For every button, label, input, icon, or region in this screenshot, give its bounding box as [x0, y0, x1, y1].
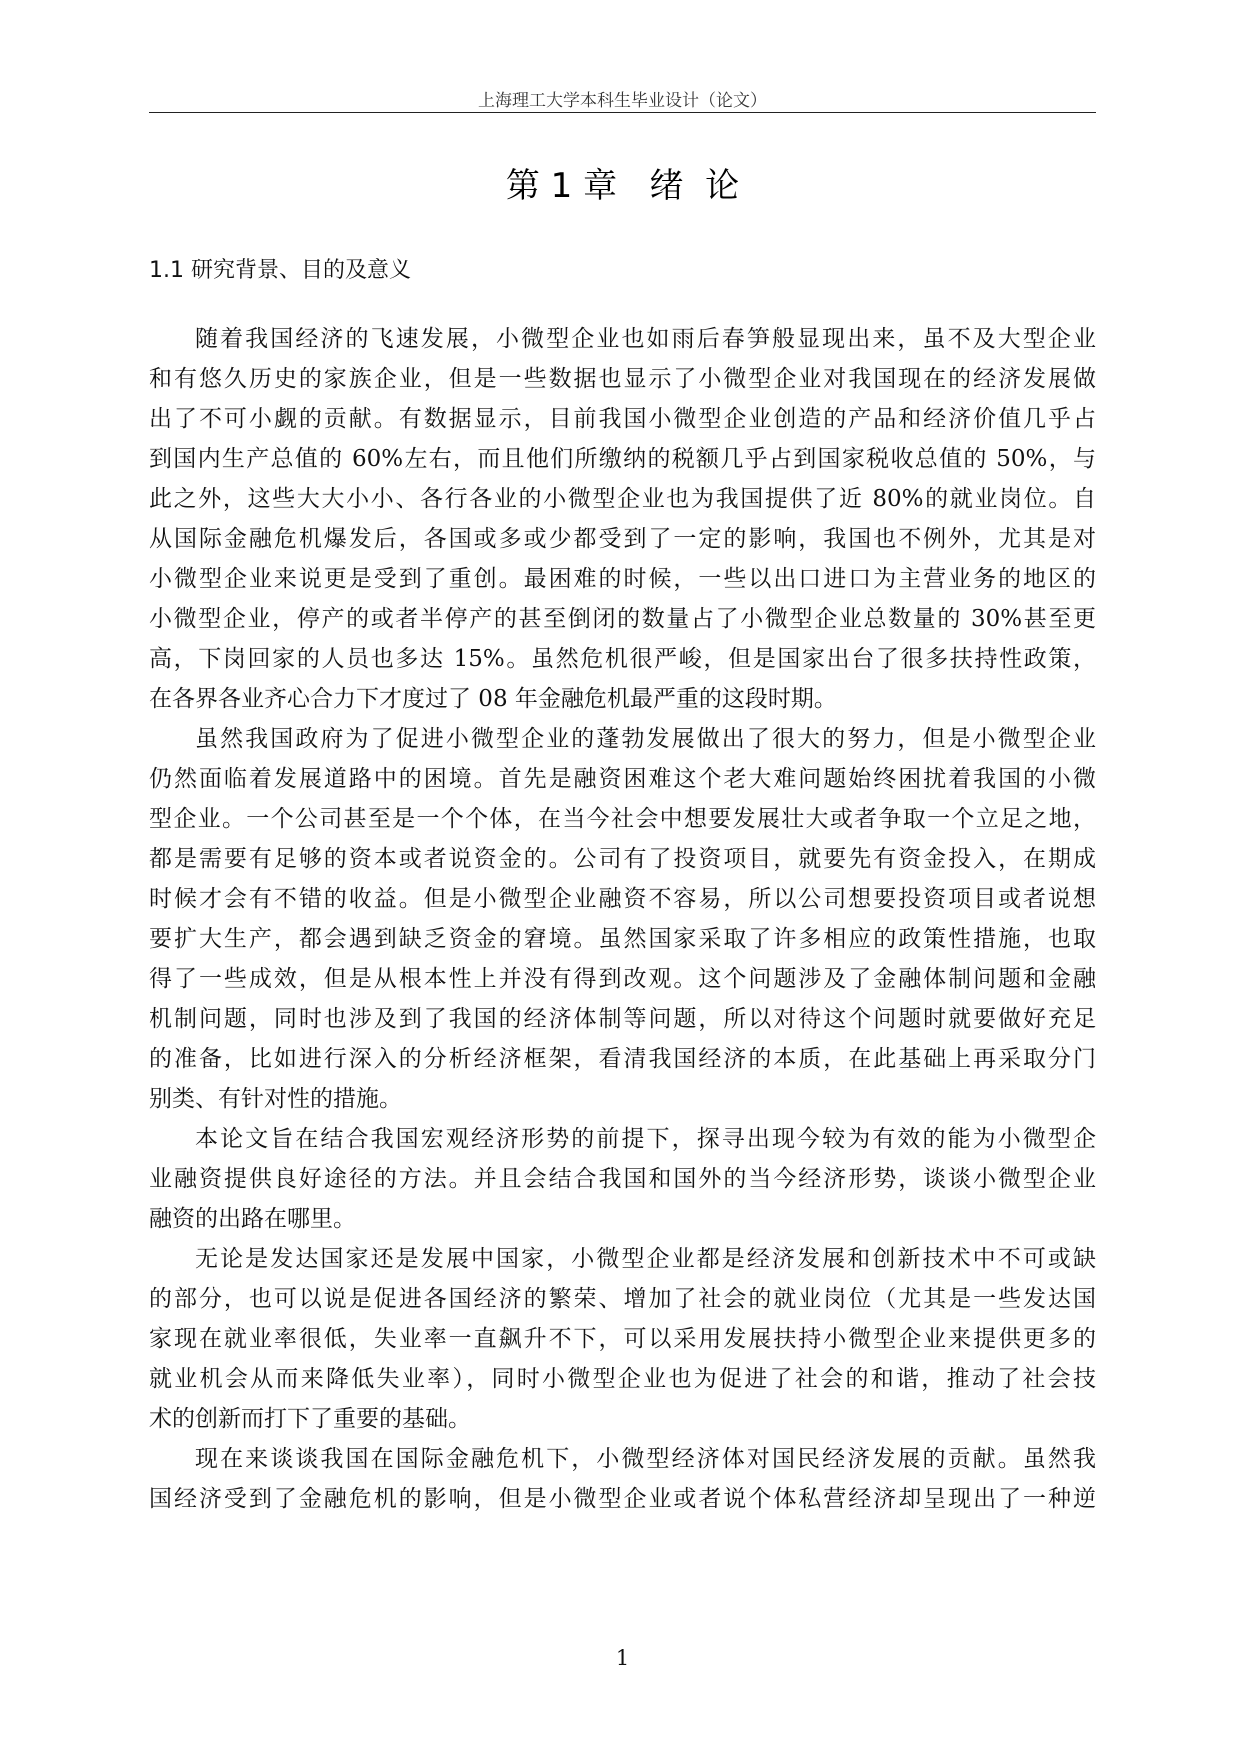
- paragraph: [149, 319, 1096, 719]
- paragraph: [149, 1239, 1096, 1439]
- paragraph: [149, 1119, 1096, 1239]
- running-header: 上海理工大学本科生毕业设计（论文）: [478, 91, 767, 111]
- body-text: [149, 319, 1096, 1519]
- text-line: 时候才会有不错的收益。但是小微型企业融资不容易，所以公司想要投资项目或者说想: [149, 886, 1096, 912]
- text-line: 出了不可小觑的贡献。有数据显示，目前我国小微型企业创造的产品和经济价值几乎占: [149, 406, 1096, 432]
- page-number: 1: [615, 1646, 630, 1670]
- text-line: 机制问题，同时也涉及到了我国的经济体制等问题，所以对待这个问题时就要做好充足: [149, 1006, 1096, 1032]
- text-line: 的准备，比如进行深入的分析经济框架，看清我国经济的本质，在此基础上再采取分门: [149, 1046, 1096, 1072]
- text-line: 就业机会从而来降低失业率），同时小微型企业也为促进了社会的和谐，推动了社会技: [149, 1366, 1096, 1392]
- text-line: 业融资提供良好途径的方法。并且会结合我国和国外的当今经济形势，谈谈小微型企业: [149, 1166, 1096, 1192]
- text-line: 国经济受到了金融危机的影响，但是小微型企业或者说个体私营经济却呈现出了一种逆: [149, 1486, 1096, 1512]
- text-line: 和有悠久历史的家族企业，但是一些数据也显示了小微型企业对我国现在的经济发展做: [149, 366, 1096, 392]
- text-line: 要扩大生产，都会遇到缺乏资金的窘境。虽然国家采取了许多相应的政策性措施，也取: [149, 926, 1096, 952]
- text-line: 高，下岗回家的人员也多达 15%。虽然危机很严峻，但是国家出台了很多扶持性政策，: [149, 646, 1096, 672]
- text-line: 得了一些成效，但是从根本性上并没有得到改观。这个问题涉及了金融体制问题和金融: [149, 966, 1096, 992]
- text-line: 型企业。一个公司甚至是一个个体，在当今社会中想要发展壮大或者争取一个立足之地，: [149, 806, 1096, 832]
- text-line: 的部分，也可以说是促进各国经济的繁荣、增加了社会的就业岗位（尤其是一些发达国: [149, 1286, 1096, 1312]
- chapter-title: 第 1 章 绪 论: [505, 166, 740, 206]
- text-line: 小微型企业，停产的或者半停产的甚至倒闭的数量占了小微型企业总数量的 30%甚至更: [149, 606, 1096, 632]
- text-line: 都是需要有足够的资本或者说资金的。公司有了投资项目，就要先有资金投入，在期成: [149, 846, 1096, 872]
- header-rule: [149, 112, 1096, 113]
- paragraph: [149, 719, 1096, 1119]
- text-line: 随着我国经济的飞速发展，小微型企业也如雨后春笋般显现出来，虽不及大型企业: [195, 326, 1096, 352]
- text-line: 无论是发达国家还是发展中国家，小微型企业都是经济发展和创新技术中不可或缺: [195, 1246, 1096, 1272]
- text-line: 术的创新而打下了重要的基础。: [149, 1406, 471, 1432]
- text-line: 现在来谈谈我国在国际金融危机下，小微型经济体对国民经济发展的贡献。虽然我: [195, 1446, 1096, 1472]
- text-line: 本论文旨在结合我国宏观经济形势的前提下，探寻出现今较为有效的能为小微型企: [195, 1126, 1096, 1152]
- text-line: 融资的出路在哪里。: [149, 1206, 356, 1232]
- text-line: 到国内生产总值的 60%左右，而且他们所缴纳的税额几乎占到国家税收总值的 50%，与: [149, 446, 1096, 472]
- paragraph: [149, 1439, 1096, 1519]
- text-line: 此之外，这些大大小小、各行各业的小微型企业也为我国提供了近 80%的就业岗位。自: [149, 486, 1096, 512]
- text-line: 仍然面临着发展道路中的困境。首先是融资困难这个老大难问题始终困扰着我国的小微: [149, 766, 1096, 792]
- text-line: 家现在就业率很低，失业率一直飙升不下，可以采用发展扶持小微型企业来提供更多的: [149, 1326, 1096, 1352]
- text-line: 虽然我国政府为了促进小微型企业的蓬勃发展做出了很大的努力，但是小微型企业: [195, 726, 1096, 752]
- text-line: 从国际金融危机爆发后，各国或多或少都受到了一定的影响，我国也不例外，尤其是对: [149, 526, 1096, 552]
- text-line: 在各界各业齐心合力下才度过了 08 年金融危机最严重的这段时期。: [149, 686, 837, 712]
- text-line: 别类、有针对性的措施。: [149, 1086, 402, 1112]
- section-heading: 1.1 研究背景、目的及意义: [149, 258, 411, 283]
- text-line: 小微型企业来说更是受到了重创。最困难的时候，一些以出口进口为主营业务的地区的: [149, 566, 1096, 592]
